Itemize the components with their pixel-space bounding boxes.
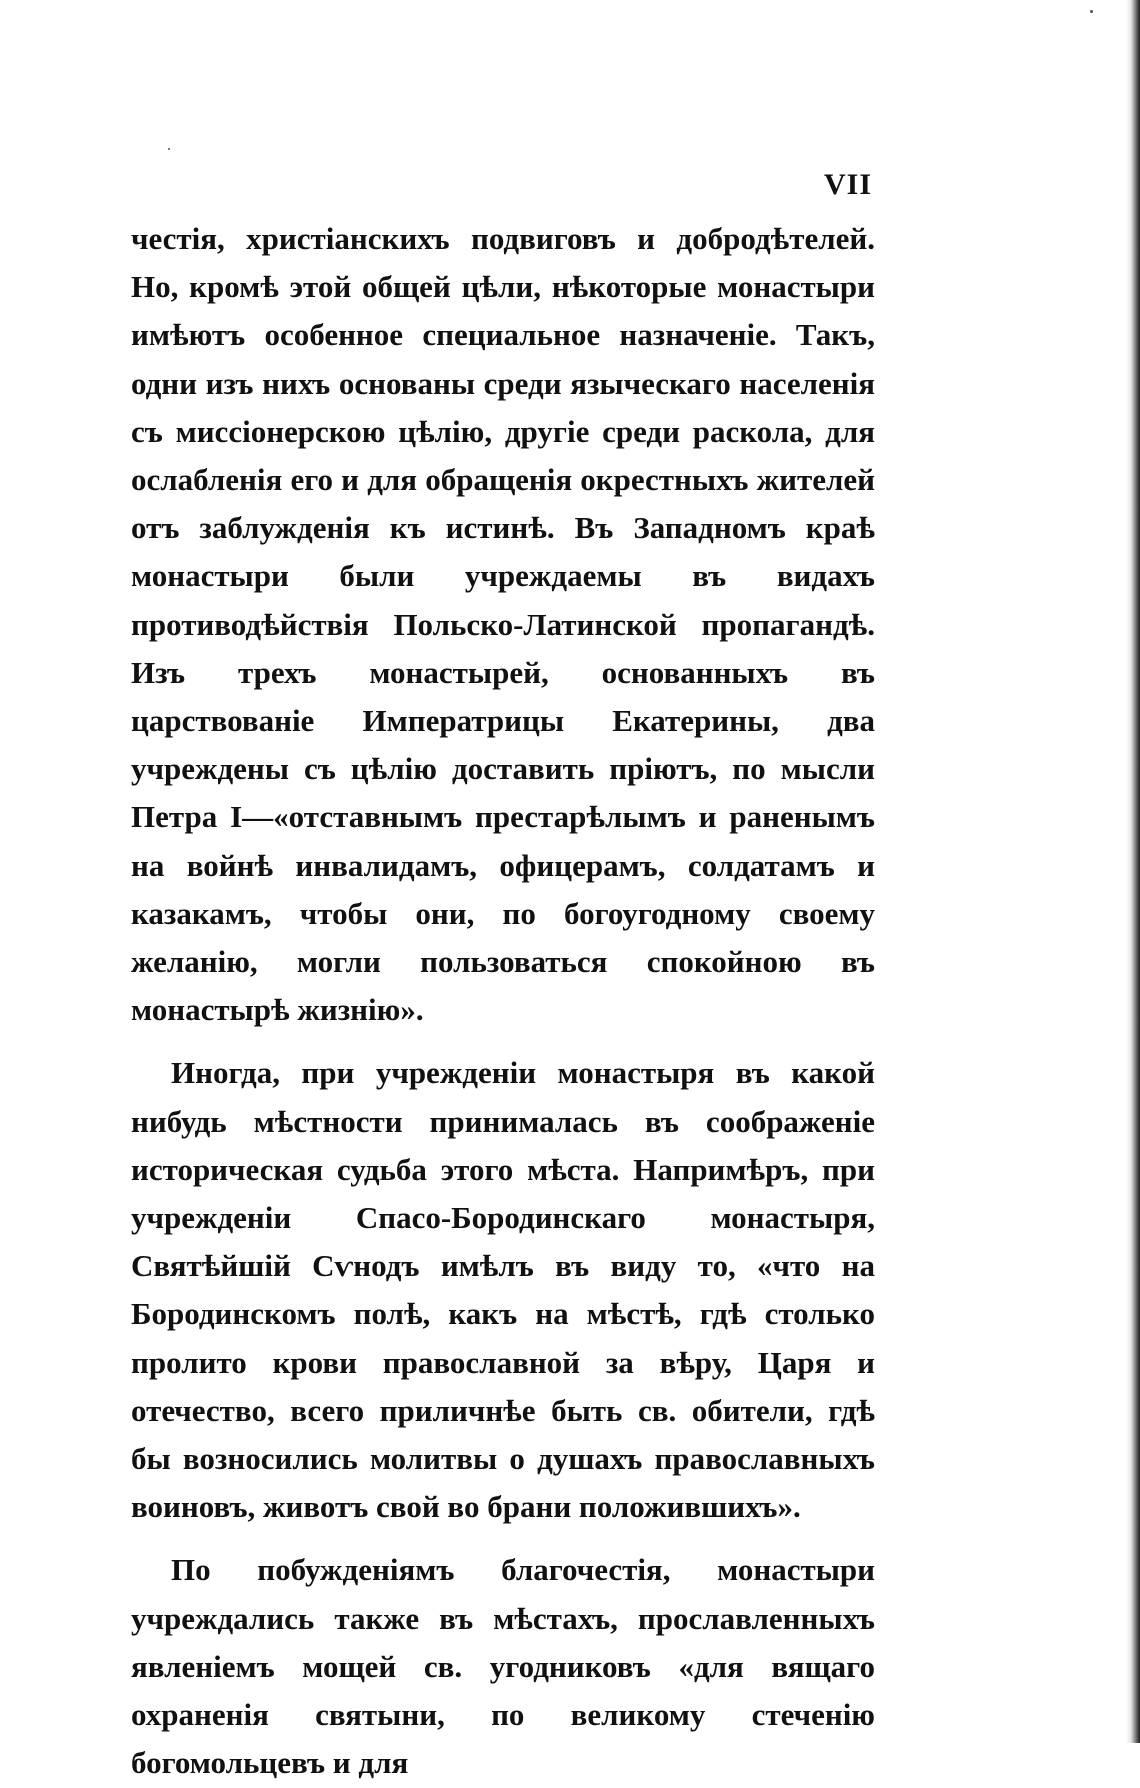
paragraph-3: По побужденіямъ благочестія, монастыри учреждались также въ мѣстахъ, прославленныхъ явленіемъ мощей св. угодниковъ «для вящаго охраненія святыни, по великому стеченію богомольцевъ и для [131,1552,875,1781]
paragraph-1: честія, христіанскихъ подвиговъ и добродѣтелей. Но, кромѣ этой общей цѣли, нѣкоторые монастыри имѣютъ особенное специальное назначеніе. Такъ, одни изъ нихъ основаны среди языческаго населенія съ миссіонерскою цѣлію, другіе среди раскола, для ослабленія его и для обращенія окрестныхъ жителей отъ заблужденія къ истинѣ. Въ Западномъ краѣ монастыри были учреждаемы въ видахъ противодѣйствія Польско-Латинской пропагандѣ. Изъ трехъ монастырей, основанныхъ въ царствованіе Императрицы Екатерины, два учреждены съ цѣлію доставить пріютъ, по мысли Петра I—«отставнымъ престарѣлымъ и раненымъ на войнѣ инвалидамъ, офицерамъ, солдатамъ и казакамъ, чтобы они, по богоугодному своему желанію, могли пользоваться спокойною въ монастырѣ жизнію». [131,221,875,1028]
paragraph-2: Иногда, при учрежденіи монастыря въ какой нибудь мѣстности принималась въ соображеніе историческая судьба этого мѣста. Напримѣръ, при учрежденіи Спасо-Бородинскаго монастыря, Святѣйшій Сѵнодъ имѣлъ въ виду то, «что на Бородинскомъ полѣ, какъ на мѣстѣ, гдѣ столько пролито крови православной за вѣру, Царя и отечество, всего приличнѣе быть св. обители, гдѣ бы возносились молитвы о душахъ православныхъ воиновъ, животъ свой во брани положившихъ». [131,1055,875,1525]
scan-speck [168,148,170,150]
scan-edge-shadow [1126,0,1140,1743]
body-text [131,215,875,1788]
scan-speck [1090,10,1093,13]
page-number: VII [823,168,872,201]
